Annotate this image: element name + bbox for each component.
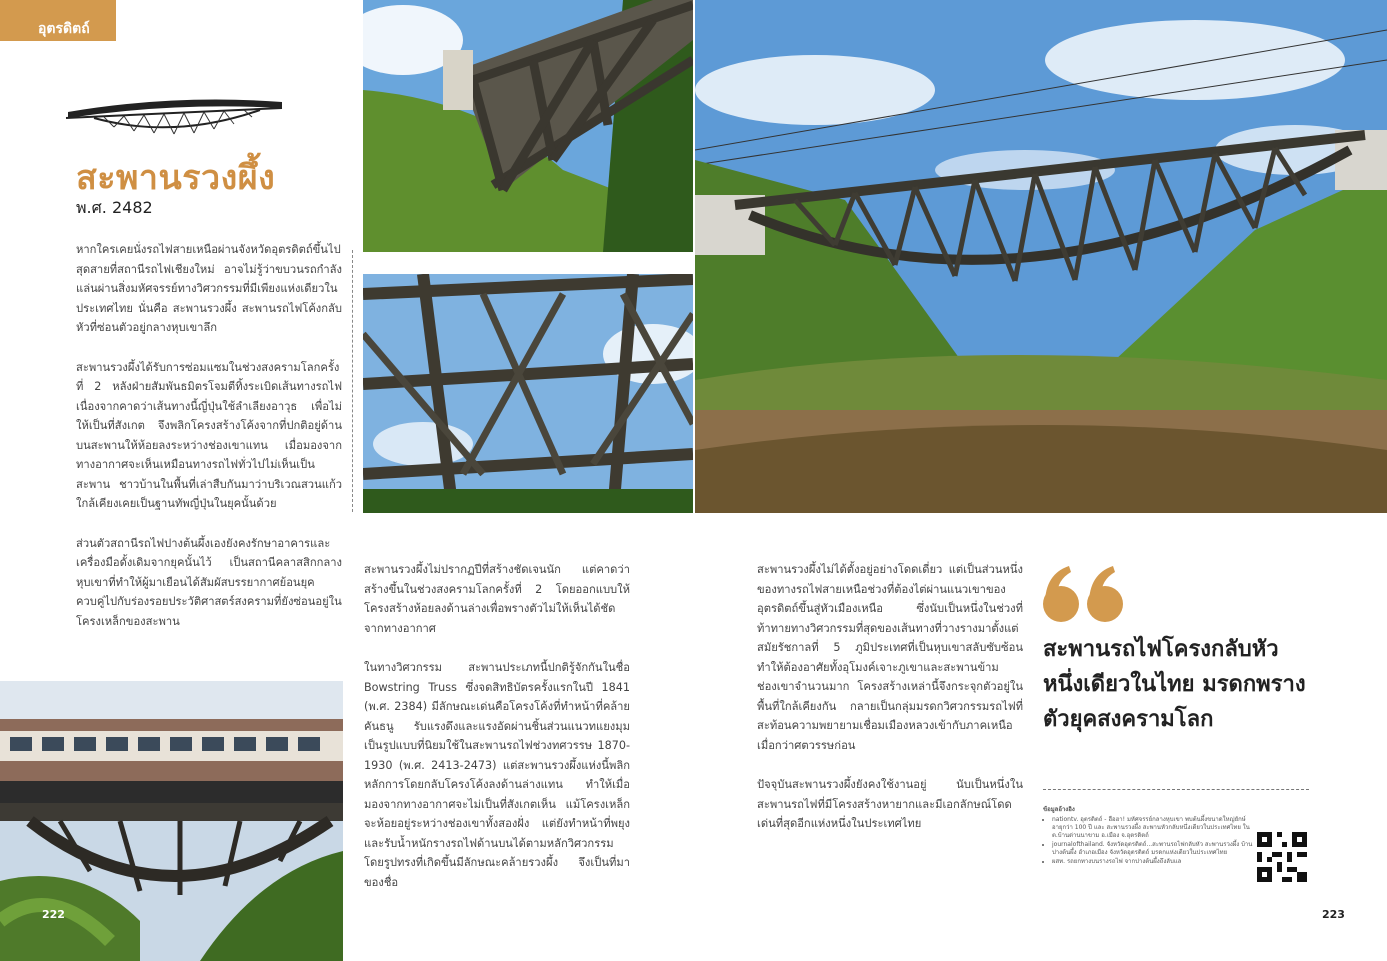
- reference-item: • nationtv. อุตรดิตถ์ - ฮือฮา! มหัศจรรย์กลางหุบเขา พบต้นผึ้งขนาดใหญ่ยักษ์ อายุกว่า 100 ปี และ สะพานรวงผึ้ง สะพานหัวกลับหนึ่งเดียวในประเทศไทย ใน ต.บ้านด่านนาขาม อ.เมือง จ.อุตรดิตถ์: [1052, 816, 1253, 840]
- column-divider: [352, 250, 353, 512]
- references: [1043, 806, 1253, 867]
- references-divider: [1043, 789, 1309, 790]
- paragraph: หากใครเคยนั่งรถไฟสายเหนือผ่านจังหวัดอุตรดิตถ์ขึ้นไปสุดสายที่สถานีรถไฟเชียงใหม่ อาจไม่รู้ว่าขบวนรถกำลังแล่นผ่านสิ่งมหัศจรรย์ทางวิศวกรรมที่มีเพียงแห่งเดียวในประเทศไทย นั่นคือ สะพานรวงผึ้ง สะพานรถไฟโค้งกลับหัวที่ซ่อนตัวอยู่กลางหุบเขาลึก: [76, 243, 342, 334]
- page-number-right: 223: [1322, 908, 1345, 921]
- reference-item: • journalofthailand. จังหวัดอุตรดิตถ์...สะพานรถไฟกลับหัว สะพานรวงผึ้ง บ้านปางต้นผึ้ง อำเภอเมือง จังหวัดอุตรดิตถ์ มรดกแห่งเดียวในประเทศไทย: [1052, 841, 1253, 857]
- qr-code: [1257, 832, 1307, 882]
- middle-text-column: [364, 560, 630, 892]
- bridge-underside-photo: [363, 274, 693, 513]
- left-text-column: [76, 240, 342, 631]
- bridge-main-photo: [695, 0, 1387, 513]
- page-number-left: 222: [42, 908, 65, 921]
- references-heading: ข้อมูลอ้างอิง: [1043, 806, 1075, 813]
- article-year: พ.ศ. 2482: [76, 198, 153, 217]
- pull-quote: สะพานรถไฟโครงกลับหัว หนึ่งเดียวในไทย มรดกพรางตัวยุคสงครามโลก: [1043, 637, 1306, 732]
- paragraph: ส่วนตัวสถานีรถไฟปางต้นผึ้งเองยังคงรักษาอาคารและเครื่องมือดั้งเดิมจากยุคนั้นไว้ เป็นสถานีคลาสสิกกลางหุบเขาที่ทำให้ผู้มาเยือนได้สัมผัสบรรยากาศย้อนยุคควบคู่ไปกับร่องรอยประวัติศาสตร์สงครามที่ยังซ่อนอยู่ในโครงเหล็กของสะพาน: [76, 536, 342, 628]
- paragraph: ปัจจุบันสะพานรวงผึ้งยังคงใช้งานอยู่ นับเป็นหนึ่งในสะพานรถไฟที่มีโครงสร้างหายากและมีเอกลักษณ์โดดเด่นที่สุดอีกแห่งหนึ่งในประเทศไทย: [757, 778, 1023, 830]
- right-text-column: [757, 560, 1023, 834]
- references-list: [1043, 816, 1253, 866]
- reference-item: • ผสท. รถยกทางบนรางรถไฟ จากปางต้นผึ้งถึงลับแล: [1052, 858, 1253, 866]
- bridge-truss-photo-top: [363, 0, 693, 252]
- paragraph: สะพานรวงผึ้งไม่ได้ตั้งอยู่อย่างโดดเดี่ยว แต่เป็นส่วนหนึ่งของทางรถไฟสายเหนือช่วงที่ต้องไต่ผ่านแนวเขาของอุตรดิตถ์ขึ้นสู่หัวเมืองเหนือ ซึ่งนับเป็นหนึ่งในช่วงที่ท้าทายทางวิศวกรรมที่สุดของเส้นทางที่วางรางมาตั้งแต่สมัยรัชกาลที่ 5 ภูมิประเทศที่เป็นหุบเขาสลับซับซ้อน ทำให้ต้องอาศัยทั้งอุโมงค์เจาะภูเขาและสะพานข้ามช่องเขาจำนวนมาก โครงสร้างเหล่านี้จึงกระจุกตัวอยู่ในพื้นที่ใกล้เคียงกัน กลายเป็นกลุ่มมรดกวิศวกรรมรถไฟที่สะท้อนความพยายามเชื่อมเมืองหลวงเข้ากับภาคเหนือเมื่อกว่าศตวรรษก่อน: [757, 563, 1023, 752]
- quote-mark-icon: [1043, 566, 1125, 624]
- paragraph: สะพานรวงผึ้งได้รับการซ่อมแซมในช่วงสงครามโลกครั้งที่ 2 หลังฝ่ายสัมพันธมิตรโจมตีทิ้งระเบิดเส้นทางรถไฟ เนื่องจากคาดว่าเส้นทางนี้ญี่ปุ่นใช้ลำเลียงอาวุธ เพื่อไม่ให้เป็นที่สังเกต จึงพลิกโครงสร้างโค้งจากที่ปกติอยู่ด้านบนสะพานให้ห้อยลงระหว่างช่องเขาแทน เมื่อมองจากทางอากาศจะเห็นเหมือนทางรถไฟทั่วไปไม่เห็นเป็นสะพาน ชาวบ้านในพื้นที่เล่าสืบกันมาว่าบริเวณสวนแก้วใกล้เคียงเคยเป็นฐานทัพญี่ปุ่นในยุคนั้นด้วย: [76, 360, 342, 510]
- section-tag: อุตรดิตถ์: [0, 0, 116, 41]
- paragraph: ในทางวิศวกรรม สะพานประเภทนี้ปกติรู้จักกันในชื่อ Bowstring Truss ซึ่งจดสิทธิบัตรครั้งแรกในปี 1841 (พ.ศ. 2384) มีลักษณะเด่นคือโครงโค้งที่ทำหน้าที่คล้ายคันธนู รับแรงดึงและแรงอัดผ่านชิ้นส่วนแนวทแยงมุม เป็นรูปแบบที่นิยมใช้ในสะพานรถไฟช่วงทศวรรษ 1870-1930 (พ.ศ. 2413-2473) แต่สะพานรวงผึ้งแห่งนี้พลิกหลักการโดยกลับโครงโค้งลงด้านล่างแทน ทำให้เมื่อมองจากทางอากาศจะไม่เป็นที่สังเกตเห็น แม้โครงเหล็กจะห้อยอยู่ระหว่างช่องเขาทั้งสองฝั่ง แต่ยังทำหน้าที่พยุงและรับน้ำหนักรางรถไฟด้านบนได้ตามหลักวิศวกรรม โดยรูปทรงที่เกิดขึ้นมีลักษณะคล้ายรวงผึ้ง จึงเป็นที่มาของชื่อ: [364, 661, 630, 889]
- paragraph: สะพานรวงผึ้งไม่ปรากฏปีที่สร้างชัดเจนนัก แต่คาดว่าสร้างขึ้นในช่วงสงครามโลกครั้งที่ 2 โดยออกแบบให้โครงสร้างห้อยลงด้านล่างเพื่อพรางตัวไม่ให้เห็นได้ชัดจากทางอากาศ: [364, 563, 630, 635]
- article-title: สะพานรวงผึ้ง: [76, 158, 276, 198]
- bridge-illustration: [64, 94, 286, 144]
